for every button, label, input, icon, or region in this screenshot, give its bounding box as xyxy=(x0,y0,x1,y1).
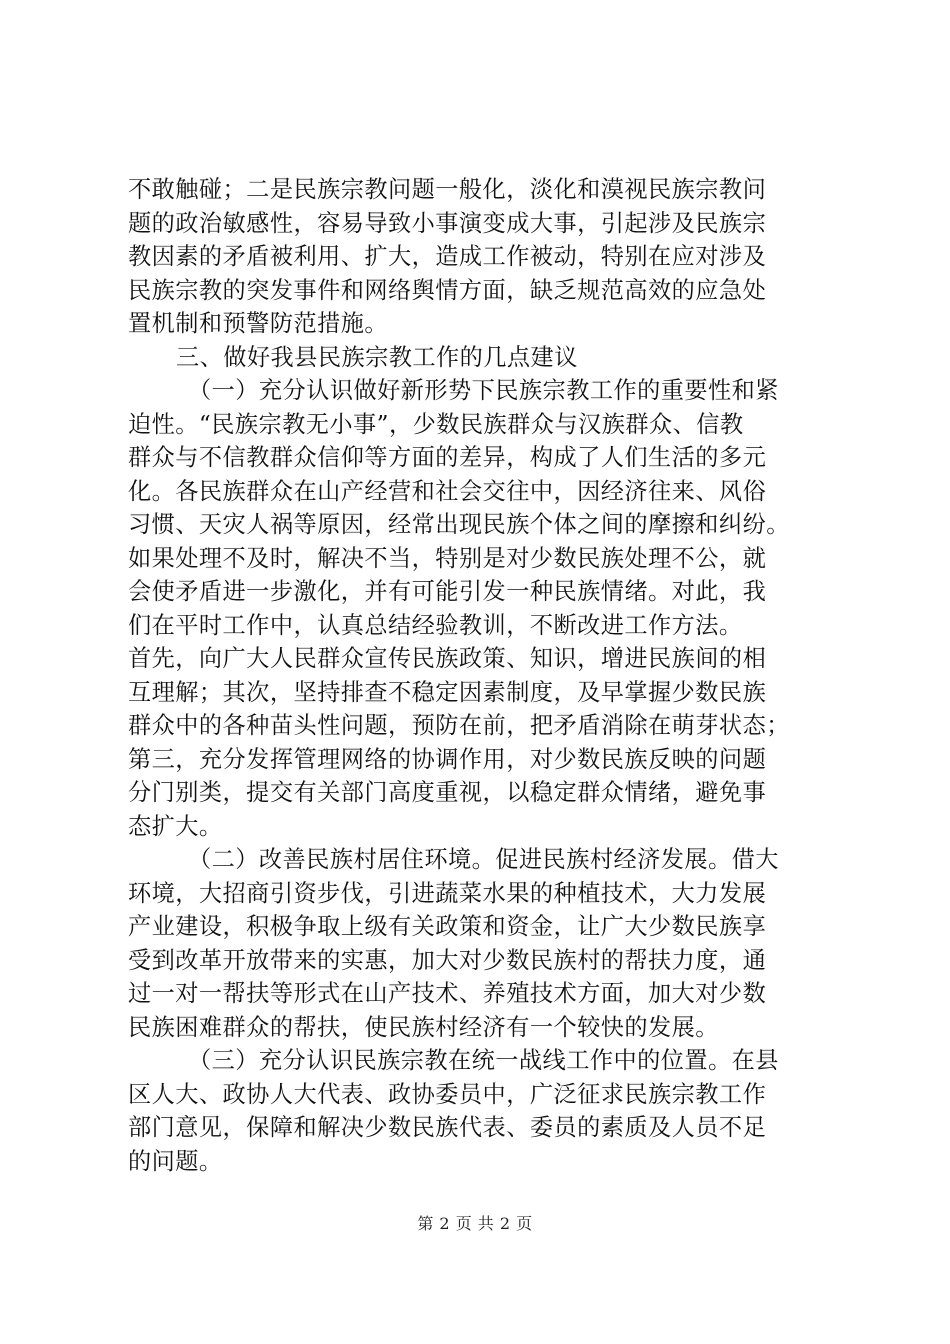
document-body xyxy=(128,173,833,1178)
text-line: 三、做好我县民族宗教工作的几点建议 xyxy=(176,343,578,371)
text-line: （三）充分认识民族宗教在统一战线工作中的位置。在县 xyxy=(188,1047,779,1074)
text-line: 互理解；其次，坚持排查不稳定因素制度，及早掌握少数民族 xyxy=(128,678,767,706)
text-line: 环境，大招商引资步伐，引进蔬菜水果的种植技术，大力发展 xyxy=(128,879,767,907)
text-line: 区人大、政协人大代表、政协委员中，广泛征求民族宗教工作 xyxy=(128,1080,767,1108)
text-line: （一）充分认识做好新形势下民族宗教工作的重要性和紧 xyxy=(188,377,779,404)
page-footer: 第 2 页 共 2 页 xyxy=(417,1214,533,1233)
text-line: 部门意见，保障和解决少数民族代表、委员的素质及人员不足 xyxy=(128,1114,767,1141)
text-line: 习惯、天灾人祸等原因，经常出现民族个体之间的摩擦和纠纷。 xyxy=(128,511,790,538)
text-line: （二）改善民族村居住环境。促进民族村经济发展。借大 xyxy=(188,846,779,873)
text-line: 置机制和预警防范措施。 xyxy=(128,310,389,337)
text-line: 教因素的矛盾被利用、扩大，造成工作被动，特别在应对涉及 xyxy=(128,243,767,270)
text-line: 过一对一帮扶等形式在山产技术、养殖技术方面，加大对少数 xyxy=(128,980,767,1007)
text-line: 题的政治敏感性，容易导致小事演变成大事，引起涉及民族宗 xyxy=(128,209,767,237)
text-line: 产业建设，积极争取上级有关政策和资金，让广大少数民族享 xyxy=(128,913,767,940)
text-line: 受到改革开放带来的实惠，加大对少数民族村的帮扶力度，通 xyxy=(128,946,767,974)
text-line: 民族困难群众的帮扶，使民族村经济有一个较快的发展。 xyxy=(128,1013,719,1041)
text-line: 第三，充分发挥管理网络的协调作用，对少数民族反映的问题 xyxy=(128,745,767,773)
text-line: 们在平时工作中，认真总结经验教训，不断改进工作方法。 xyxy=(128,611,743,639)
text-line: 的问题。 xyxy=(128,1147,223,1175)
text-line: 迫性。“民族宗教无小事”，少数民族群众与汉族群众、信教 xyxy=(128,410,744,438)
text-line: 民族宗教的突发事件和网络舆情方面，缺乏规范高效的应急处 xyxy=(128,276,767,304)
text-line: 分门别类，提交有关部门高度重视，以稳定群众情绪，避免事 xyxy=(128,779,767,806)
text-line: 首先，向广大人民群众宣传民族政策、知识，增进民族间的相 xyxy=(128,645,767,672)
text-line: 化。各民族群众在山产经营和社会交往中，因经济往来、风俗 xyxy=(128,477,767,505)
text-line: 会使矛盾进一步激化，并有可能引发一种民族情绪。对此，我 xyxy=(128,578,767,605)
text-line: 如果处理不及时，解决不当，特别是对少数民族处理不公，就 xyxy=(128,544,767,572)
text-line: 群众中的各种苗头性问题，预防在前，把矛盾消除在萌芽状态； xyxy=(128,712,790,739)
text-line: 群众与不信教群众信仰等方面的差异，构成了人们生活的多元 xyxy=(128,444,767,471)
text-line: 态扩大。 xyxy=(128,812,223,840)
text-line: 不敢触碰；二是民族宗教问题一般化，淡化和漠视民族宗教问 xyxy=(128,176,767,203)
